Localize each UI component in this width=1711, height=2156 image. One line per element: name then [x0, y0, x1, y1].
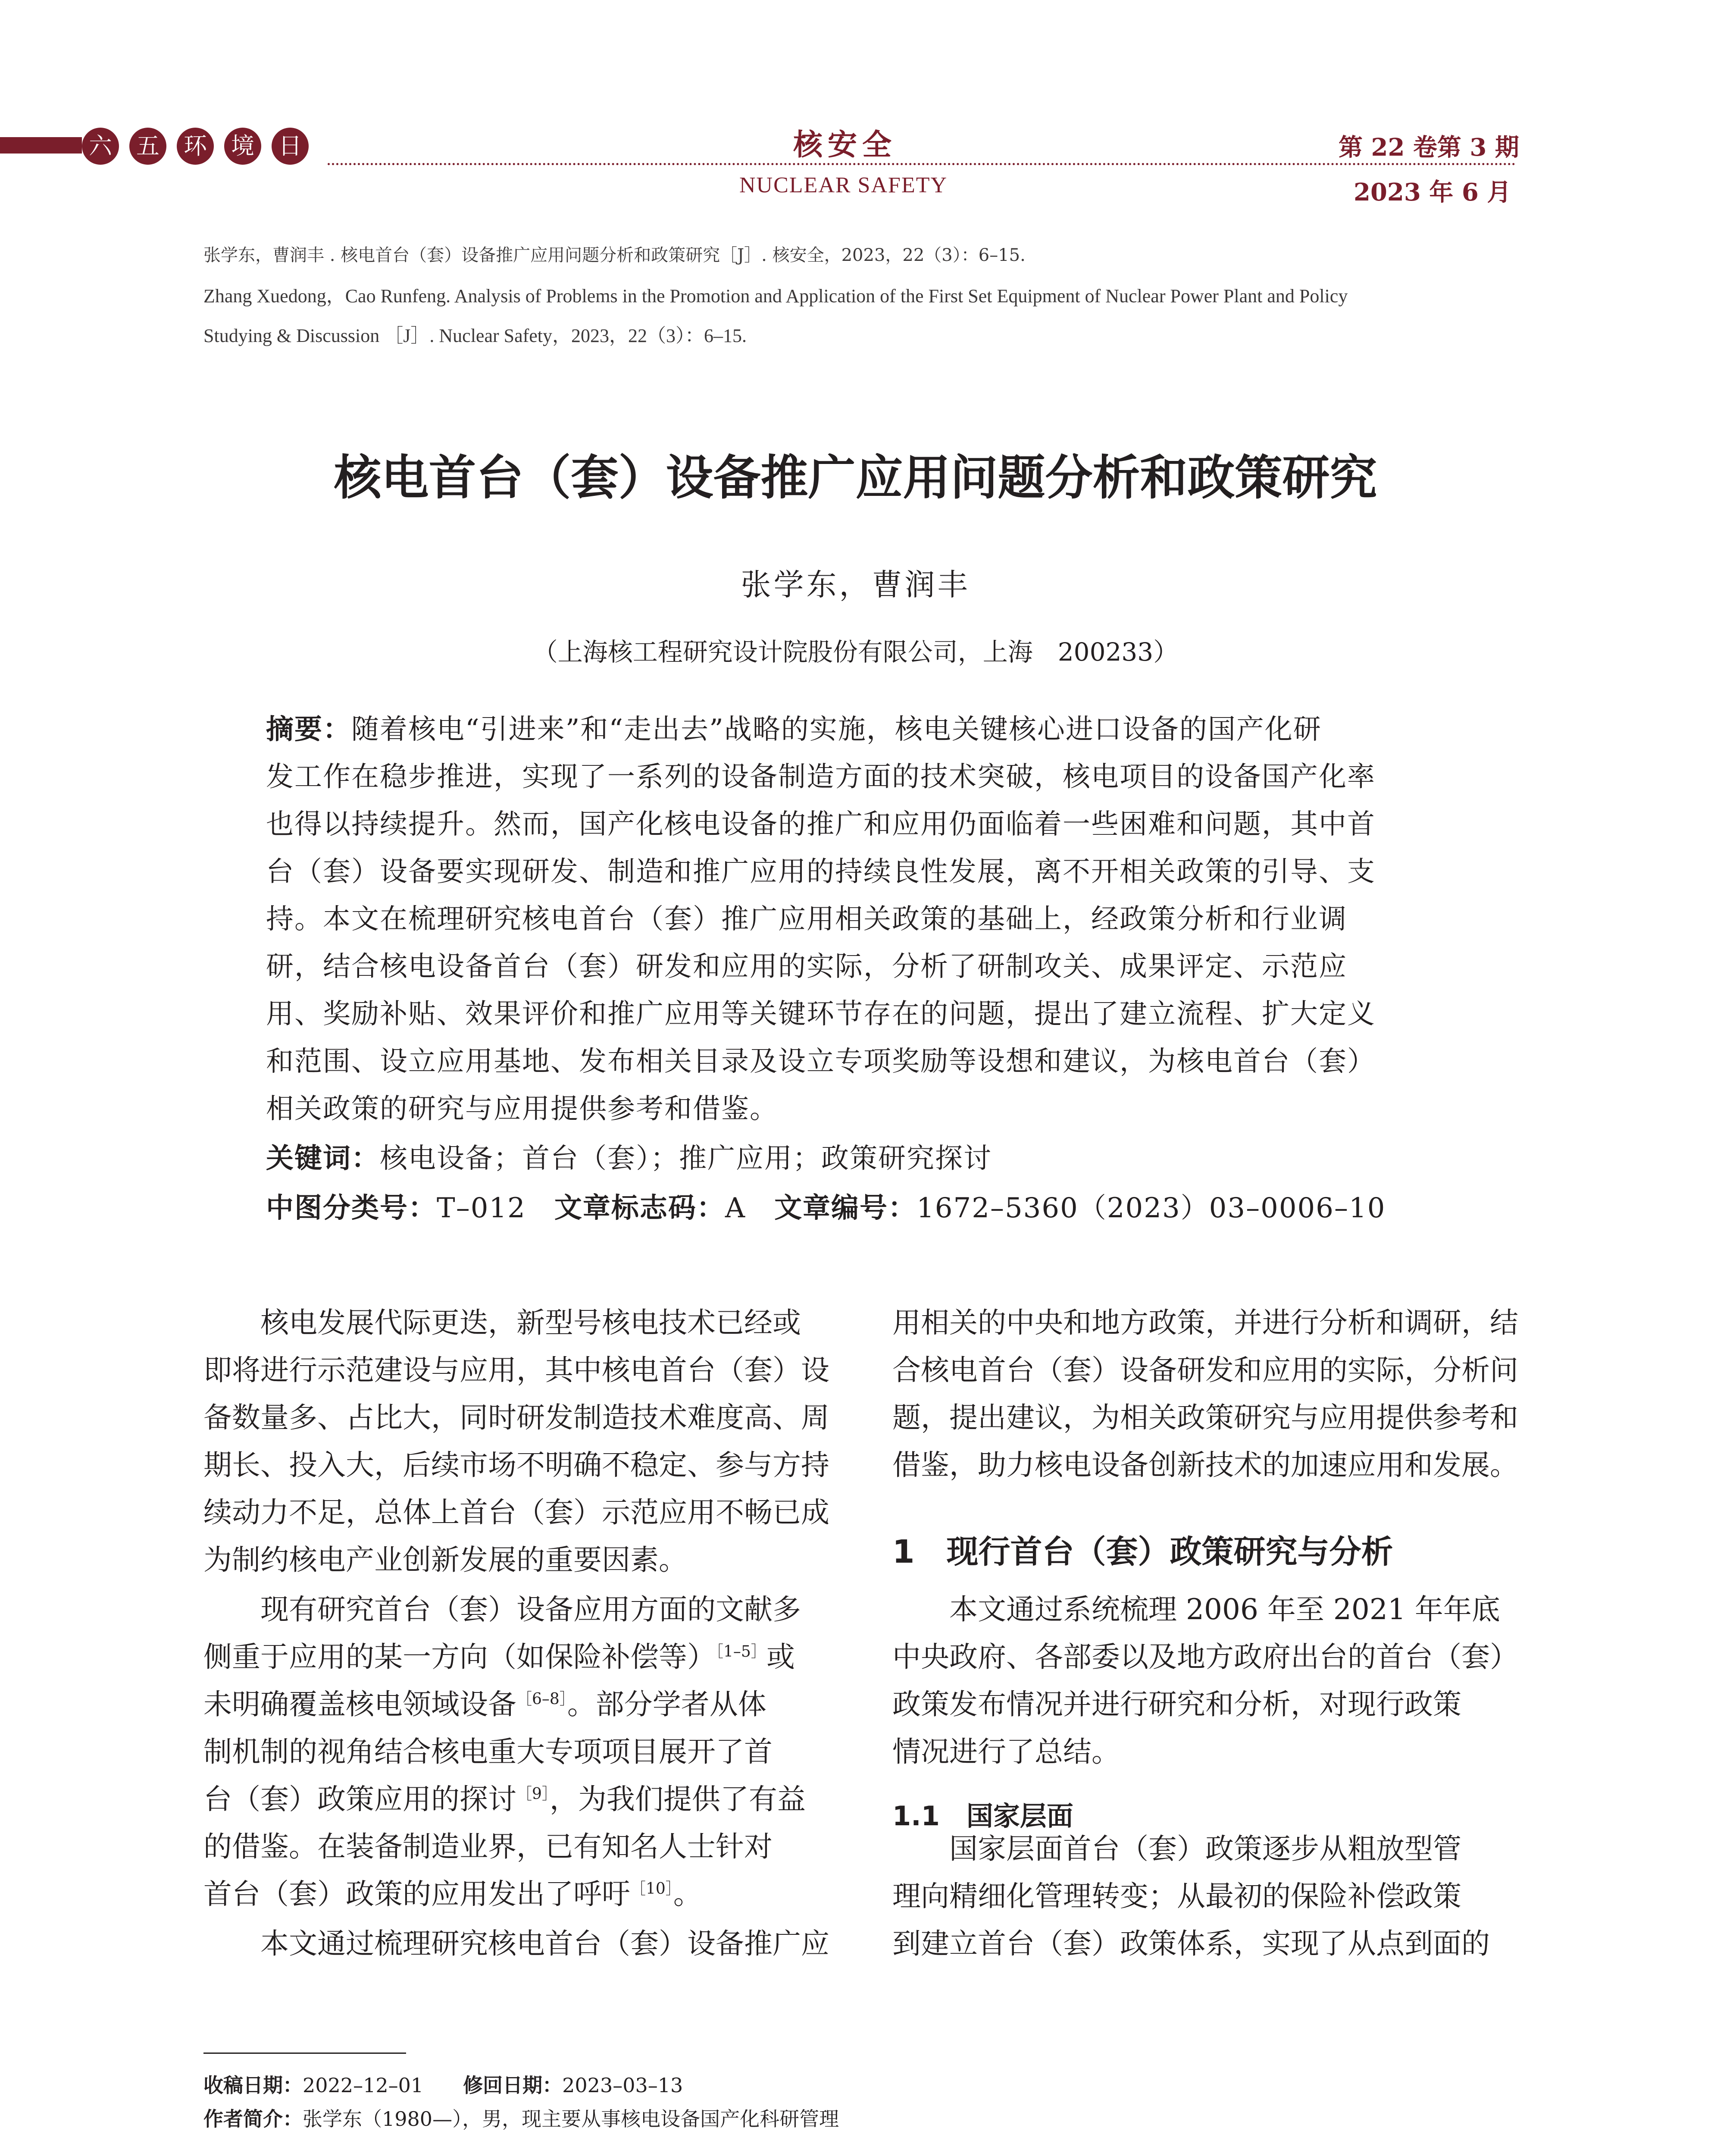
body-line: 台（套）政策应用的探讨$^{[9]}$，为我们提供了有益 [203, 1783, 806, 1816]
received-date: 2022–12–01 [303, 2074, 424, 2097]
authors: 张学东，曹润丰 [741, 567, 970, 602]
journal-title-cn: 核安全 [793, 128, 897, 162]
body-line: 期长、投入大，后续市场不明确不稳定、参与方持 [203, 1448, 829, 1482]
issue-date: 2023 年 6 月 [1354, 178, 1511, 207]
seal-char: 日 [272, 128, 309, 165]
revised-date: 2023–03–13 [562, 2074, 683, 2097]
body-line: 用相关的中央和地方政策，并进行分析和调研，结 [892, 1306, 1518, 1339]
body-line: 政策发布情况并进行研究和分析，对现行政策 [892, 1688, 1461, 1721]
body-line: 国家层面首台（套）政策逐步从粗放型管 [892, 1832, 1461, 1865]
body-line: 为制约核电产业创新发展的重要因素。 [203, 1543, 687, 1576]
doc-code: A [725, 1192, 746, 1224]
footnote-rule [203, 2053, 406, 2054]
section-heading: 1 现行首台（套）政策研究与分析 [892, 1533, 1393, 1570]
body-line: 借鉴，助力核电设备创新技术的加速应用和发展。 [892, 1448, 1518, 1482]
reference-marker[interactable]: ［1–5］ [716, 1643, 766, 1661]
footnote-dates: 收稿日期：2022–12–01 修回日期：2023–03–13 [203, 2074, 683, 2097]
citation-en-line: Studying & Discussion ［J］. Nuclear Safety，2023，22（3）：6–15. [203, 325, 747, 346]
abstract-line: 研，结合核电设备首台（套）研发和应用的实际，分析了研制攻关、成果评定、示范应 [266, 951, 1347, 983]
body-line: 未明确覆盖核电领域设备$^{[6-8]}$。部分学者从体 [203, 1688, 766, 1721]
seal-char: 六 [82, 128, 119, 165]
reference-marker[interactable]: ［9］ [516, 1785, 550, 1803]
seal-char: 环 [177, 128, 214, 165]
body-line: 情况进行了总结。 [892, 1735, 1120, 1768]
classification-line: 中图分类号：T–012 文章标志码：A 文章编号：1672–5360（2023）03–0006–10 [266, 1192, 1386, 1224]
header-bar [0, 137, 82, 154]
body-line: 合核电首台（套）设备研发和应用的实际，分析问 [892, 1354, 1518, 1387]
body-line: 首台（套）政策的应用发出了呼吁$^{[10]}$。 [203, 1877, 702, 1911]
body-line: 核电发展代际更迭，新型号核电技术已经或 [203, 1306, 801, 1339]
abstract-line: 用、奖励补贴、效果评价和推广应用等关键环节存在的问题，提出了建立流程、扩大定义 [266, 998, 1376, 1030]
body-line: 制机制的视角结合核电重大专项项目展开了首 [203, 1735, 773, 1768]
abstract-line: 相关政策的研究与应用提供参考和借鉴。 [266, 1093, 778, 1125]
keywords-label: 关键词： [266, 1143, 380, 1175]
seal-char: 五 [129, 128, 166, 165]
body-line: 本文通过系统梳理 2006 年至 2021 年年底 [892, 1593, 1500, 1626]
body-line: 侧重于应用的某一方向（如保险补偿等）$^{[1-5]}$或 [203, 1640, 795, 1673]
keywords: 关键词：核电设备；首台（套）；推广应用；政策研究探讨 [266, 1143, 992, 1175]
clc-code: T–012 [437, 1192, 526, 1224]
abstract-line: 和范围、设立应用基地、发布相关目录及设立专项奖励等设想和建议，为核电首台（套） [266, 1046, 1376, 1078]
header-rule [328, 163, 1516, 165]
body-line: 现有研究首台（套）设备应用方面的文献多 [203, 1593, 801, 1626]
abstract-label: 摘要： [266, 714, 351, 746]
abstract-line: 持。本文在梳理研究核电首台（套）推广应用相关政策的基础上，经政策分析和行业调 [266, 903, 1347, 935]
citation-cn: 张学东，曹润丰 . 核电首台（套）设备推广应用问题分析和政策研究［J］. 核安全，2023，22（3）：6–15. [203, 245, 1026, 265]
body-line: 理向精细化管理转变；从最初的保险补偿政策 [892, 1880, 1461, 1913]
footnote-author: 作者简介：张学东（1980—），男，现主要从事核电设备国产化科研管理 [203, 2107, 839, 2131]
seal-char: 境 [224, 128, 261, 165]
body-line: 题，提出建议，为相关政策研究与应用提供参考和 [892, 1401, 1518, 1434]
journal-title-en: NUCLEAR SAFETY [739, 173, 948, 197]
body-line: 中央政府、各部委以及地方政府出台的首台（套） [892, 1640, 1518, 1673]
article-number: 1672–5360（2023）03–0006–10 [916, 1192, 1386, 1224]
body-line: 到建立首台（套）政策体系，实现了从点到面的 [892, 1927, 1490, 1960]
reference-marker[interactable]: ［10］ [630, 1880, 673, 1898]
body-line: 的借鉴。在装备制造业界，已有知名人士针对 [203, 1830, 773, 1863]
abstract-line: 摘要：随着核电“引进来”和“走出去”战略的实施，核电关键核心进口设备的国产化研 [266, 714, 1322, 746]
subsection-heading: 1.1 国家层面 [892, 1800, 1073, 1832]
abstract-line: 也得以持续提升。然而，国产化核电设备的推广和应用仍面临着一些困难和问题，其中首 [266, 808, 1376, 840]
paper-title: 核电首台（套）设备推广应用问题分析和政策研究 [334, 450, 1377, 505]
body-line: 即将进行示范建设与应用，其中核电首台（套）设 [203, 1354, 829, 1387]
abstract-line: 台（套）设备要实现研发、制造和推广应用的持续良性发展，离不开相关政策的引导、支 [266, 856, 1376, 888]
citation-en-line: Zhang Xuedong，Cao Runfeng. Analysis of Problems in the Promotion and Application of the First Set Equipment of Nuclear Power Plant and Policy [203, 285, 1348, 307]
body-line: 备数量多、占比大，同时研发制造技术难度高、周 [203, 1401, 829, 1434]
affiliation: （上海核工程研究设计院股份有限公司，上海 200233） [532, 637, 1179, 667]
body-line: 本文通过梳理研究核电首台（套）设备推广应 [203, 1927, 829, 1960]
issue-number: 第 22 卷第 3 期 [1339, 133, 1519, 162]
body-line: 续动力不足，总体上首台（套）示范应用不畅已成 [203, 1496, 829, 1529]
reference-marker[interactable]: ［6–8］ [516, 1690, 567, 1708]
abstract-line: 发工作在稳步推进，实现了一系列的设备制造方面的技术突破，核电项目的设备国产化率 [266, 761, 1376, 793]
